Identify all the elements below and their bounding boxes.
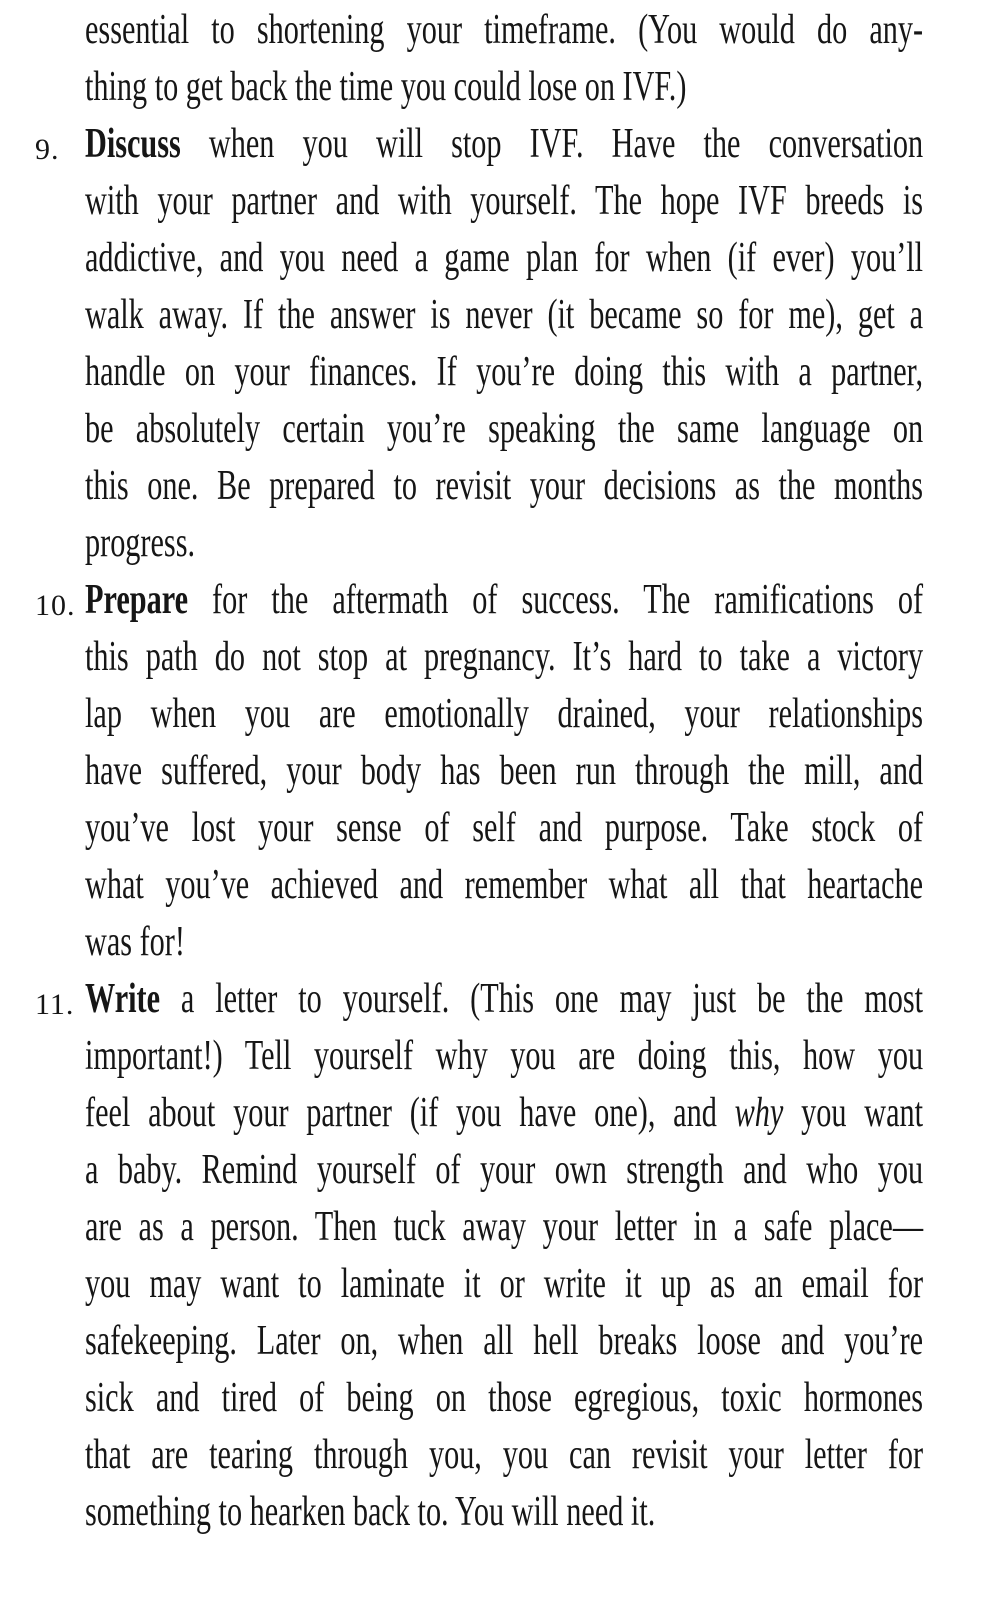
text-line [85,1085,923,1142]
text-segment: something to hearken back to. You will need it. [85,1489,656,1535]
text-line [85,800,923,857]
text-segment: this path do not stop at pregnancy. It’s hard to take a victory [85,634,924,680]
text-segment: essential to shortening your timeframe. (You would do any- [85,7,924,53]
item-number: 11. [35,988,75,1021]
text-segment: this one. Be prepared to revisit your decisions as the months [85,463,924,509]
text-segment: with your partner and with yourself. The hope IVF breeds is [85,178,924,224]
text-line [85,287,923,344]
text-segment-italic: why [734,1090,784,1136]
list-item-11 [35,971,924,1541]
text-line [85,458,923,515]
text-line [85,116,923,173]
text-segment: when you will stop IVF. Have the conversation [180,121,924,167]
text-line [85,1199,923,1256]
text-segment: handle on your finances. If you’re doing this with a partner, [85,349,924,395]
text-line [85,743,923,800]
text-segment: was for! [85,919,185,965]
item-number: 10. [35,589,76,622]
text-block [35,2,924,1541]
text-line [85,1028,923,1085]
text-segment: a baby. Remind yourself of your own strength and who you [85,1147,924,1193]
text-segment: lap when you are emotionally drained, your relationships [85,691,924,737]
text-line [85,1484,923,1541]
text-line [85,629,923,686]
item-number: 9. [35,133,60,166]
text-line [85,971,923,1028]
text-line [85,2,923,59]
text-segment-bold: Discuss [85,121,181,167]
text-segment: be absolutely certain you’re speaking the same language on [85,406,924,452]
text-line [85,1256,923,1313]
text-segment: for the aftermath of success. The ramifications of [188,577,924,623]
text-line [85,173,923,230]
text-segment: that are tearing through you, you can revisit your letter for [85,1432,924,1478]
list-item-9 [35,116,924,572]
text-line [85,401,923,458]
text-segment: a letter to yourself. (This one may just be the most [160,976,924,1022]
text-segment: safekeeping. Later on, when all hell breaks loose and you’re [85,1318,924,1364]
text-line [85,1313,923,1370]
text-segment: walk away. If the answer is never (it became so for me), get a [85,292,924,338]
text-line [85,1142,923,1199]
text-segment: important!) Tell yourself why you are doing this, how you [85,1033,924,1079]
text-line [85,857,923,914]
list-item-10 [35,572,924,971]
text-segment: sick and tired of being on those egregious, toxic hormones [85,1375,924,1421]
text-line [85,59,923,116]
text-segment: thing to get back the time you could lose on IVF.) [85,64,687,110]
text-line [85,1427,923,1484]
text-segment: what you’ve achieved and remember what all that heartache [85,862,924,908]
text-line [85,914,923,971]
text-line [85,344,923,401]
text-segment: you want [783,1090,924,1136]
text-segment: have suffered, your body has been run through the mill, and [85,748,924,794]
text-segment: progress. [85,520,196,566]
text-line [85,686,923,743]
text-line [85,572,923,629]
text-segment-bold: Prepare [85,577,189,623]
text-segment: are as a person. Then tuck away your letter in a safe place— [85,1204,924,1250]
text-line [85,515,923,572]
text-segment: feel about your partner (if you have one), and [85,1090,735,1136]
paragraph-continuation [85,2,923,116]
text-line [85,1370,923,1427]
text-segment: you may want to laminate it or write it up as an email for [85,1261,924,1307]
text-segment: you’ve lost your sense of self and purpose. Take stock of [85,805,924,851]
text-segment-bold: Write [85,976,161,1022]
text-segment: addictive, and you need a game plan for when (if ever) you’ll [85,235,924,281]
text-line [85,230,923,287]
